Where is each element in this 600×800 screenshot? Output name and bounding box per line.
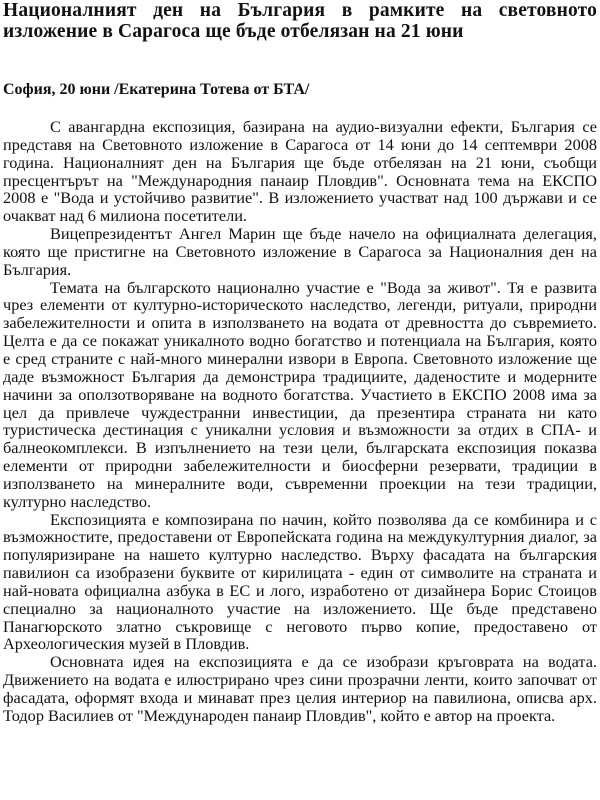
article-paragraph: Експозицията е композирана по начин, който позволява да се комбинира и с възможностите, предоставени от Европейската година на междукултурния диалог, за популяризиране на нашето културно наследство. Върху фасадата на българския павилион са изобразени буквите от кирилицата - един от символите на страната и най-новата официална азбука в ЕС и лого, изработено от дизайнера Борис Стоицов специално за националното участие на изложението. Ще бъде представено Панагюрското златно съкровище с неговото първо копие, предоставено от Археологическия музей в Пловдив. — [3, 509, 597, 654]
article-title: Националният ден на България в рамките на световното изложение в Сарагоса ще бъде отбелязан на 21 юни — [3, 0, 597, 42]
document-page — [3, 0, 597, 725]
article-paragraph: Вицепрезидентът Ангел Марин ще бъде начело на официалната делегация, която ще пристигне на Световното изложение в Сарагоса за Националния ден на България. — [3, 224, 597, 279]
article-byline: София, 20 юни /Екатерина Тотева от БТА/ — [3, 81, 310, 98]
article-paragraph: С авангардна експозиция, базирана на аудио-визуални ефекти, България се представя на Световното изложение в Сарагоса от 14 юни до 14 септември 2008 година. Националният ден на България ще бъде отбелязан на 21 юни, съобщи пресцентърът на "Международния панаир Пловдив". Основната тема на ЕКСПО 2008 е "Вода и устойчиво развитие". В изложението участват над 100 държави и се очакват над 6 милиона посетители. — [3, 117, 597, 226]
article-paragraph: Темата на българското национално участие е "Вода за живот". Тя е развита чрез елементи от културно-историческото наследство, легенди, ритуали, природни забележителности и опита в използването на водата от древността до съвремието. Целта е да се покажат уникалното водно богатство и потенциала на България, която е сред страните с най-много минерални извори в Европа. Световното изложение ще даде възможност България да демонстрира традициите, даденостите и модерните начини за оползотворяване на водното богатства. Участието в ЕКСПО 2008 има за цел да привлече чуждестранни инвестиции, да презентира страната ни като туристическа дестинация с уникални условия и възможности за отдих в СПА- и балнеокомплекси. В изпълнението на тези цели, българската експозиция показва елементи от природни забележителности и биосферни резервати, традиции в използването на минералните води, съвременни проекции на тези традиции, културно наследство. — [3, 277, 597, 511]
article-paragraph: Основната идея на експозицията е да се изобрази кръговрата на водата. Движението на водата е илюстрирано чрез сини прозрачни ленти, които започват от фасадата, оформят входа и минават през целия интериор на павилиона, описва арх. Тодор Василиев от "Международен панаир Пловдив", който е автор на проекта. — [3, 652, 597, 725]
article-body — [3, 118, 597, 725]
